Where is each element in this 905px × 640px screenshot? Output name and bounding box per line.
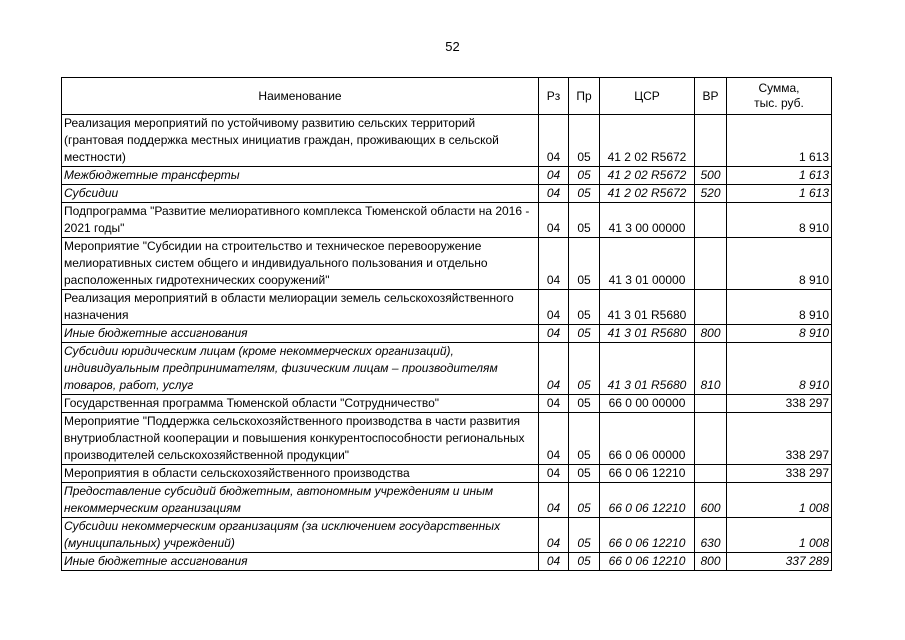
header-rz: Рз: [539, 78, 569, 115]
row-pr: 05: [569, 167, 600, 185]
row-vr: 800: [695, 325, 727, 343]
row-sum: 338 297: [727, 465, 832, 483]
row-vr: 630: [695, 518, 727, 553]
header-pr: Пр: [569, 78, 600, 115]
row-vr: 500: [695, 167, 727, 185]
row-name: Субсидии некоммерческим организациям (за исключением государственных (муниципальных) учреждений): [62, 518, 539, 553]
row-name: Мероприятия в области сельскохозяйственного производства: [62, 465, 539, 483]
row-csr: 41 3 01 R5680: [600, 290, 695, 325]
row-name: Реализация мероприятий в области мелиорации земель сельскохозяйственного назначения: [62, 290, 539, 325]
table-row: [62, 465, 832, 483]
row-csr: 41 3 01 R5680: [600, 343, 695, 395]
row-name: Предоставление субсидий бюджетным, автономным учреждениям и иным некоммерческим организациям: [62, 483, 539, 518]
row-rz: 04: [539, 518, 569, 553]
row-csr: 66 0 06 00000: [600, 413, 695, 465]
table-row: [62, 325, 832, 343]
row-vr: 810: [695, 343, 727, 395]
table-header-row: [62, 78, 832, 115]
row-pr: 05: [569, 413, 600, 465]
row-sum: 338 297: [727, 413, 832, 465]
row-rz: 04: [539, 115, 569, 167]
row-vr: 520: [695, 185, 727, 203]
row-vr: [695, 413, 727, 465]
row-sum: 338 297: [727, 395, 832, 413]
row-name: Реализация мероприятий по устойчивому развитию сельских территорий (грантовая поддержка местных инициатив граждан, проживающих в сельской местности): [62, 115, 539, 167]
table-row: [62, 185, 832, 203]
table-row: [62, 167, 832, 185]
row-pr: 05: [569, 518, 600, 553]
page-number: 52: [445, 39, 460, 54]
table-row: [62, 290, 832, 325]
row-csr: 41 2 02 R5672: [600, 185, 695, 203]
row-rz: 04: [539, 413, 569, 465]
row-pr: 05: [569, 238, 600, 290]
row-vr: [695, 115, 727, 167]
row-rz: 04: [539, 553, 569, 571]
row-rz: 04: [539, 290, 569, 325]
row-rz: 04: [539, 395, 569, 413]
row-pr: 05: [569, 115, 600, 167]
table-row: [62, 413, 832, 465]
row-csr: 66 0 06 12210: [600, 465, 695, 483]
row-name: Мероприятие "Субсидии на строительство и техническое перевооружение мелиоративных систем общего и индивидуального пользования и отдельно расположенных гидротехнических сооружений": [62, 238, 539, 290]
row-rz: 04: [539, 325, 569, 343]
row-csr: 66 0 06 12210: [600, 518, 695, 553]
table-row: [62, 343, 832, 395]
row-rz: 04: [539, 238, 569, 290]
row-sum: 1 008: [727, 518, 832, 553]
row-sum: 8 910: [727, 325, 832, 343]
row-vr: [695, 465, 727, 483]
table-row: [62, 483, 832, 518]
row-name: Иные бюджетные ассигнования: [62, 325, 539, 343]
row-sum: 8 910: [727, 238, 832, 290]
table-row: [62, 115, 832, 167]
row-sum: 337 289: [727, 553, 832, 571]
row-vr: [695, 395, 727, 413]
row-csr: 41 3 01 R5680: [600, 325, 695, 343]
row-pr: 05: [569, 343, 600, 395]
row-rz: 04: [539, 483, 569, 518]
row-rz: 04: [539, 203, 569, 238]
row-vr: 800: [695, 553, 727, 571]
row-rz: 04: [539, 465, 569, 483]
row-pr: 05: [569, 553, 600, 571]
row-name: Субсидии: [62, 185, 539, 203]
row-vr: [695, 290, 727, 325]
row-csr: 41 3 00 00000: [600, 203, 695, 238]
row-pr: 05: [569, 203, 600, 238]
row-csr: 41 3 01 00000: [600, 238, 695, 290]
row-sum: 8 910: [727, 290, 832, 325]
row-csr: 66 0 06 12210: [600, 483, 695, 518]
row-name: Субсидии юридическим лицам (кроме некоммерческих организаций), индивидуальным предпринимателям, физическим лицам – производителям товаров, работ, услуг: [62, 343, 539, 395]
header-vr: ВР: [695, 78, 727, 115]
row-csr: 41 2 02 R5672: [600, 115, 695, 167]
header-name: Наименование: [62, 78, 539, 115]
table-row: [62, 395, 832, 413]
row-name: Государственная программа Тюменской области "Сотрудничество": [62, 395, 539, 413]
row-name: Подпрограмма "Развитие мелиоративного комплекса Тюменской области на 2016 - 2021 годы": [62, 203, 539, 238]
row-sum: 1 613: [727, 185, 832, 203]
budget-table: [61, 77, 832, 571]
row-vr: [695, 238, 727, 290]
row-pr: 05: [569, 465, 600, 483]
row-csr: 66 0 00 00000: [600, 395, 695, 413]
row-vr: [695, 203, 727, 238]
row-pr: 05: [569, 325, 600, 343]
row-name: Межбюджетные трансферты: [62, 167, 539, 185]
row-sum: 8 910: [727, 343, 832, 395]
table-row: [62, 238, 832, 290]
table-row: [62, 553, 832, 571]
header-csr: ЦСР: [600, 78, 695, 115]
row-sum: 1 613: [727, 115, 832, 167]
row-rz: 04: [539, 185, 569, 203]
row-pr: 05: [569, 290, 600, 325]
row-pr: 05: [569, 395, 600, 413]
row-rz: 04: [539, 167, 569, 185]
row-name: Иные бюджетные ассигнования: [62, 553, 539, 571]
row-name: Мероприятие "Поддержка сельскохозяйственного производства в части развития внутриобластной кооперации и повышения конкурентоспособности региональных производителей сельскохозяйственной продукции": [62, 413, 539, 465]
row-sum: 8 910: [727, 203, 832, 238]
row-pr: 05: [569, 483, 600, 518]
row-vr: 600: [695, 483, 727, 518]
row-csr: 66 0 06 12210: [600, 553, 695, 571]
header-sum: Сумма, тыс. руб.: [727, 78, 832, 115]
table-row: [62, 518, 832, 553]
row-sum: 1 613: [727, 167, 832, 185]
row-rz: 04: [539, 343, 569, 395]
row-sum: 1 008: [727, 483, 832, 518]
row-csr: 41 2 02 R5672: [600, 167, 695, 185]
table-row: [62, 203, 832, 238]
row-pr: 05: [569, 185, 600, 203]
